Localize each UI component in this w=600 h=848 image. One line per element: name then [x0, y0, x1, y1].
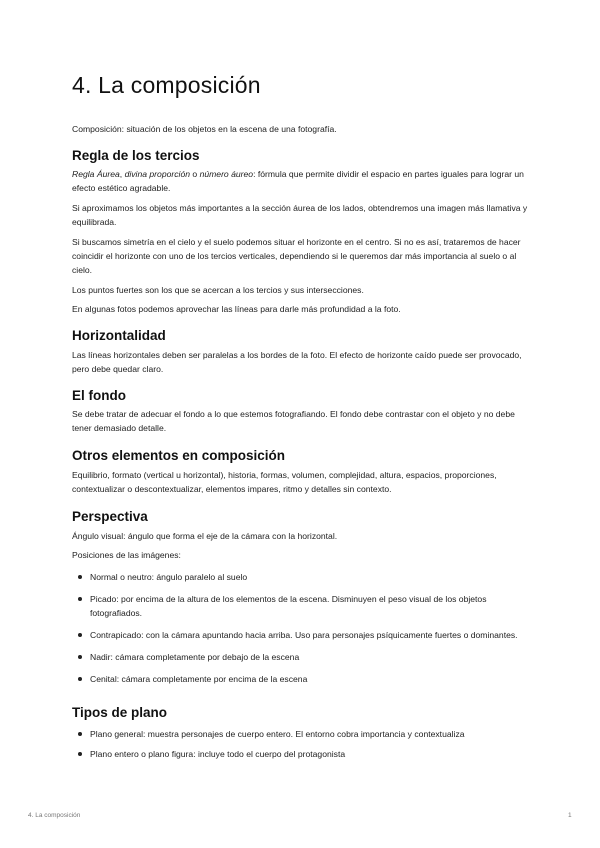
tercios-paragraph-2: Si aproximamos los objetos más importantes a la sección áurea de los lados, obtendremos una imagen más llamativa y equilibrada. — [72, 203, 528, 227]
list-item: Plano entero o plano figura: incluye todo el cuerpo del protagonista — [72, 747, 532, 761]
tercios-definition: : fórmula que permite dividir el espacio en partes iguales para lograr un efecto estético agradable. — [72, 169, 524, 193]
list-item: Normal o neutro: ángulo paralelo al suelo — [72, 570, 532, 584]
section-heading-plano: Tipos de plano — [72, 705, 168, 720]
tercios-term-regla-aurea: Regla Áurea — [72, 169, 120, 179]
tercios-term-numero-aureo: número áureo — [199, 169, 254, 179]
list-item: Picado: por encima de la altura de los elementos de la escena. Disminuyen el peso visual de los objetos fotografiados. — [72, 592, 532, 620]
perspectiva-paragraph-2: Posiciones de las imágenes: — [72, 550, 181, 560]
list-item: Cenital: cámara completamente por encima de la escena — [72, 672, 532, 686]
section-heading-fondo: El fondo — [72, 388, 126, 403]
tercios-term-divina-proporcion: divina proporción — [124, 169, 191, 179]
section-heading-perspectiva: Perspectiva — [72, 509, 148, 524]
fondo-paragraph: Se debe tratar de adecuar el fondo a lo que estemos fotografiando. El fondo debe contrastar con el objeto y no debe tener demasiado detalle. — [72, 409, 515, 433]
section-heading-otros: Otros elementos en composición — [72, 448, 286, 463]
intro-paragraph: Composición: situación de los objetos en la escena de una fotografía. — [72, 124, 337, 134]
separator: o — [190, 169, 200, 179]
plano-list — [72, 727, 532, 761]
list-item: Nadir: cámara completamente por debajo de la escena — [72, 650, 532, 664]
list-item: Contrapicado: con la cámara apuntando hacia arriba. Uso para personajes psíquicamente fuertes o dominantes. — [72, 628, 532, 642]
section-heading-tercios: Regla de los tercios — [72, 148, 200, 163]
tercios-paragraph-4: Los puntos fuertes son los que se acercan a los tercios y sus intersecciones. — [72, 285, 364, 295]
list-item: Plano general: muestra personajes de cuerpo entero. El entorno cobra importancia y contextualiza — [72, 727, 532, 741]
tercios-paragraph-1 — [72, 167, 532, 195]
horizontalidad-paragraph: Las líneas horizontales deben ser paralelas a los bordes de la foto. El efecto de horizonte caído puede ser provocado, pero debe quedar claro. — [72, 350, 522, 374]
page-title: 4. La composición — [72, 72, 261, 98]
tercios-paragraph-5: En algunas fotos podemos aprovechar las líneas para darle más profundidad a la foto. — [72, 304, 401, 314]
perspectiva-list — [72, 570, 532, 686]
otros-paragraph: Equilibrio, formato (vertical u horizontal), historia, formas, volumen, complejidad, altura, espacios, proporciones, contextualizar o descontextualizar, elementos impares, ritmo y detalles sin contexto. — [72, 470, 497, 494]
perspectiva-paragraph-1: Ángulo visual: ángulo que forma el eje de la cámara con la horizontal. — [72, 531, 338, 541]
footer-page-number: 1 — [568, 812, 572, 819]
separator: , — [119, 169, 125, 179]
tercios-paragraph-3: Si buscamos simetría en el cielo y el suelo podemos situar el horizonte en el centro. Si no es así, trataremos de hacer coincidir el horizonte con uno de los tercios verticales, dependiendo si le queremos dar más importancia al suelo o al cielo. — [72, 237, 521, 275]
footer-title: 4. La composición — [28, 812, 81, 819]
section-heading-horizontalidad: Horizontalidad — [72, 328, 166, 343]
